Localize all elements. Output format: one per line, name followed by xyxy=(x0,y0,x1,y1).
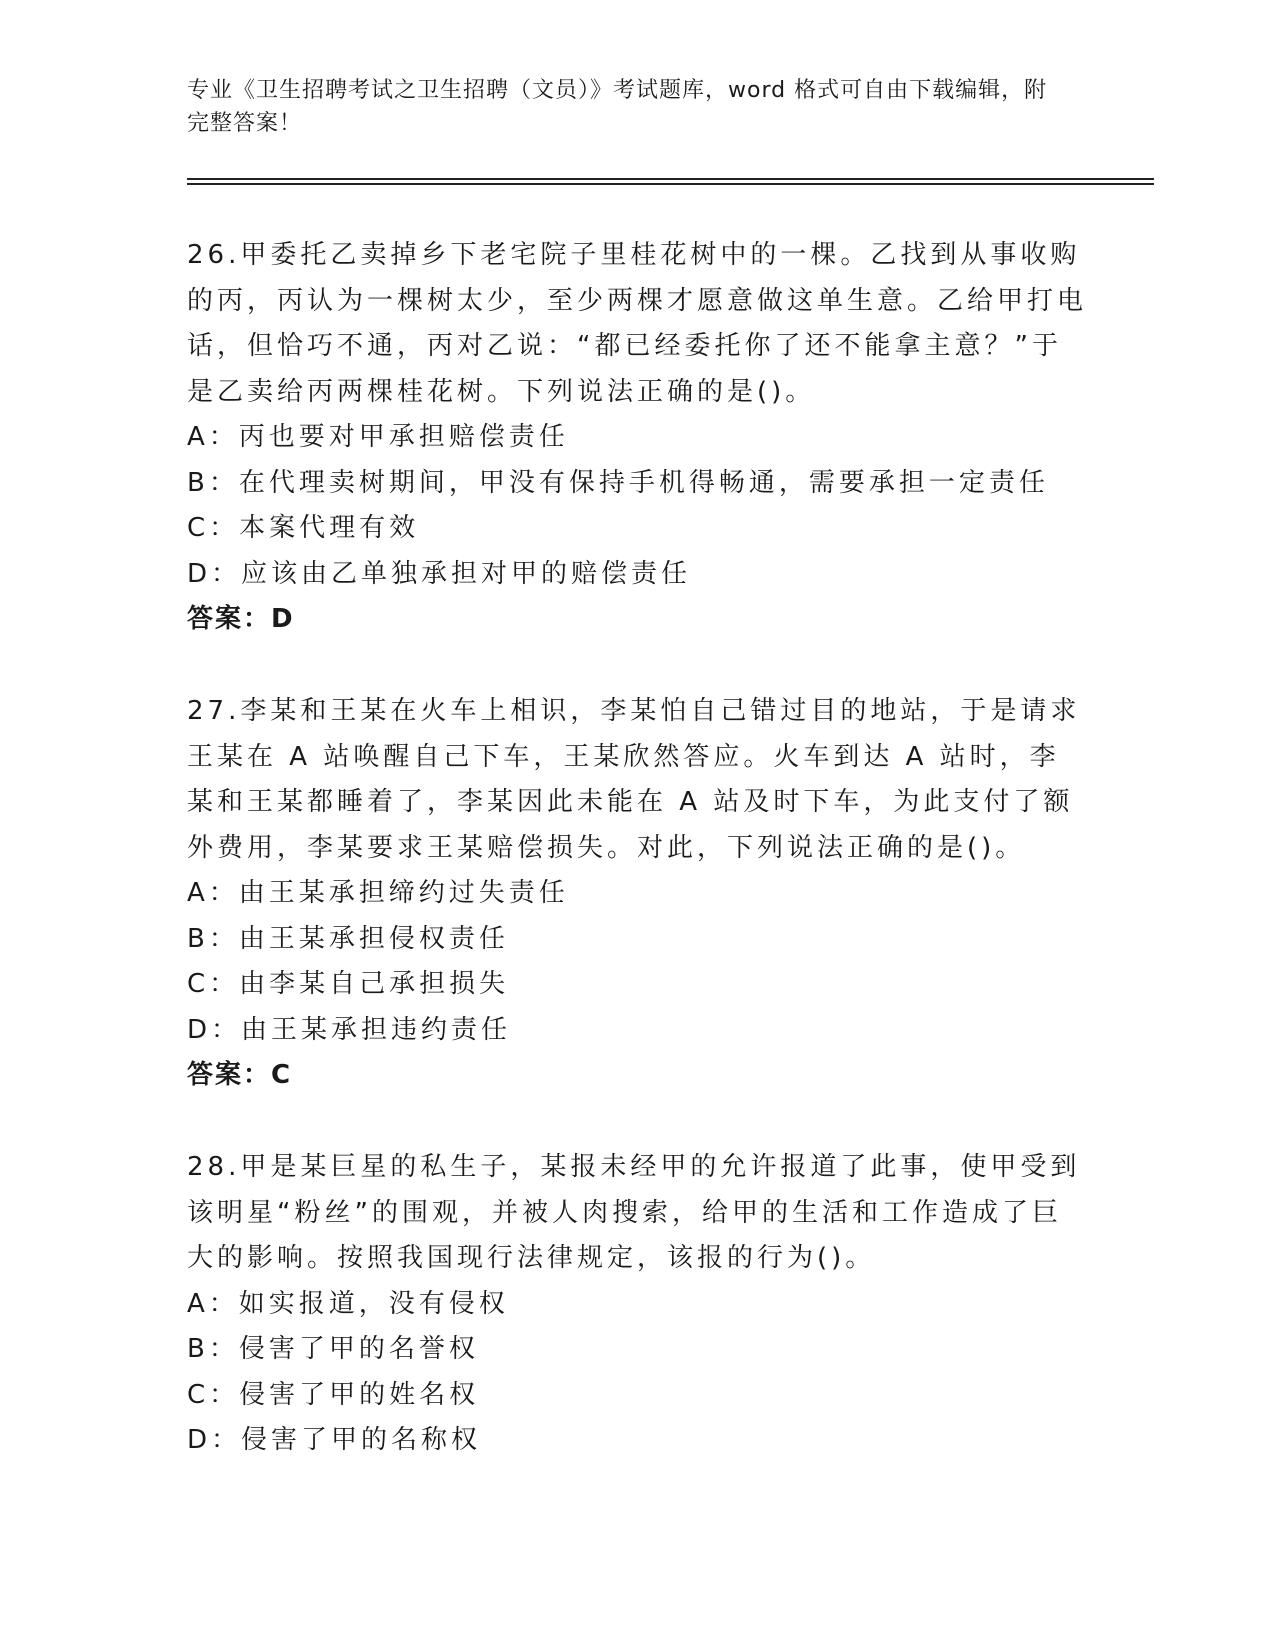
question-28 xyxy=(187,1145,1087,1464)
option-a: A：如实报道，没有侵权 xyxy=(187,1288,509,1319)
answer: 答案：C xyxy=(187,1060,293,1090)
option-b: B：侵害了甲的名誉权 xyxy=(187,1334,479,1364)
option-d: D：侵害了甲的名称权 xyxy=(187,1425,482,1455)
option-a: A：丙也要对甲承担赔偿责任 xyxy=(187,422,569,452)
option-b: B：在代理卖树期间，甲没有保持手机得畅通，需要承担一定责任 xyxy=(187,467,1049,498)
option-d: D：应该由乙单独承担对甲的赔偿责任 xyxy=(187,558,692,589)
answer: 答案：D xyxy=(187,604,295,634)
option-b: B：由王某承担侵权责任 xyxy=(187,923,509,954)
question-stem: 26.甲委托乙卖掉乡下老宅院子里桂花树中的一棵。乙找到从事收购的丙，丙认为一棵树太少，至少两棵才愿意做这单生意。乙给甲打电话，但恰巧不通，丙对乙说：“都已经委托你了还不能拿主意？”于是乙卖给丙两棵桂花树。下列说法正确的是()。 xyxy=(187,240,1088,407)
document-header: 专业《卫生招聘考试之卫生招聘（文员）》考试题库，word 格式可自由下载编辑，附完整答案！ xyxy=(187,78,1048,136)
header-divider-top xyxy=(187,178,1154,180)
option-c: C：侵害了甲的姓名权 xyxy=(187,1379,480,1410)
question-27 xyxy=(187,689,1087,1099)
option-c: C：本案代理有效 xyxy=(187,513,420,543)
question-stem: 28.甲是某巨星的私生子，某报未经甲的允许报道了此事，使甲受到该明星“粉丝”的围观，并被人肉搜索，给甲的生活和工作造成了巨大的影响。按照我国现行法律规定，该报的行为()。 xyxy=(187,1152,1081,1273)
header-divider-bottom xyxy=(187,183,1154,185)
option-d: D：由王某承担违约责任 xyxy=(187,1014,512,1045)
question-stem: 27.李某和王某在火车上相识，李某怕自己错过目的地站，于是请求王某在 A 站唤醒自己下车，王某欣然答应。火车到达 A 站时，李某和王某都睡着了，李某因此未能在 A 站及时下车，为此支付了额外费用，李某要求王某赔偿损失。对此，下列说法正确的是()。 xyxy=(187,696,1081,863)
question-26 xyxy=(187,233,1087,643)
option-c: C：由李某自己承担损失 xyxy=(187,969,510,999)
option-a: A：由王某承担缔约过失责任 xyxy=(187,878,569,908)
